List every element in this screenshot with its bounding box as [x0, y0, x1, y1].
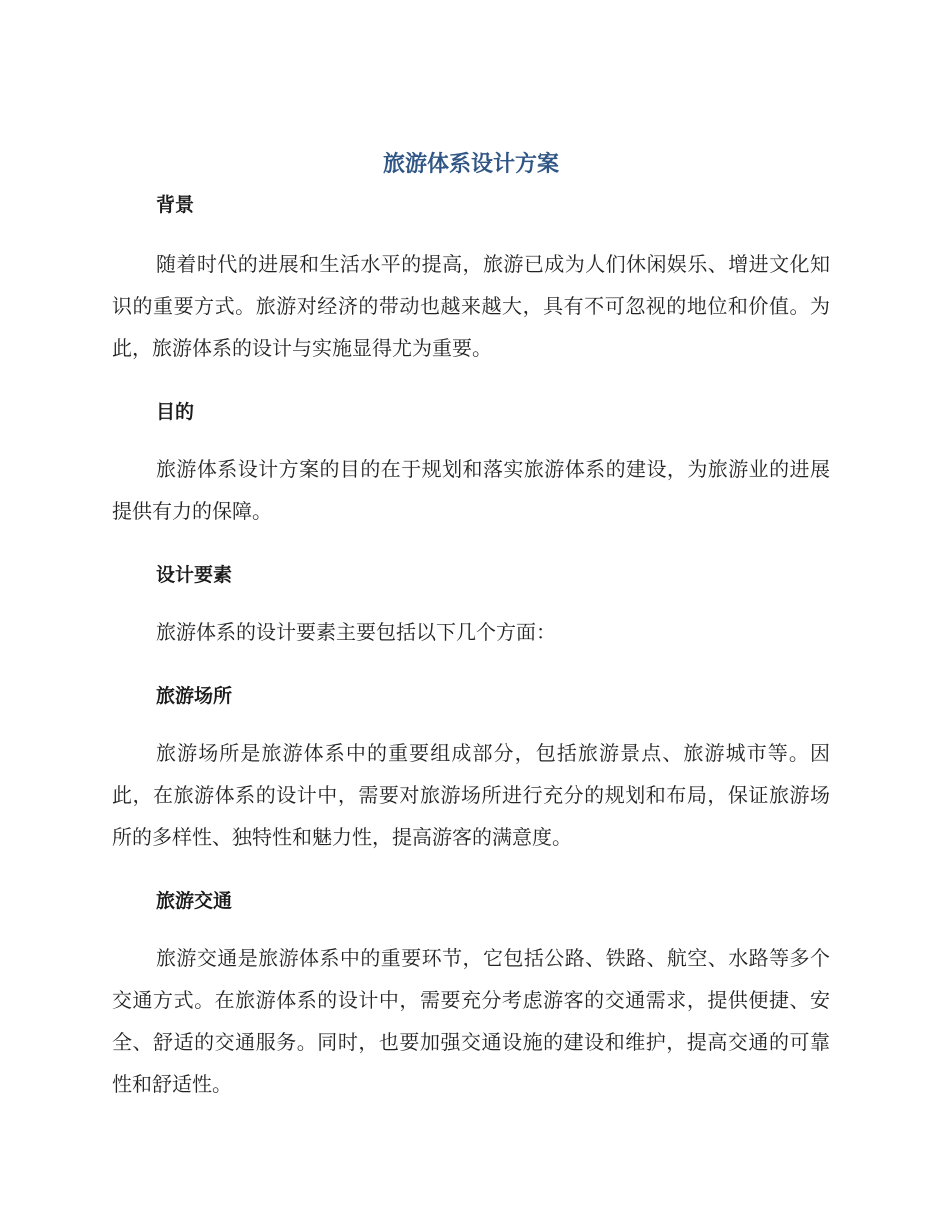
section-heading: 旅游场所 [156, 685, 233, 707]
document-body [112, 140, 830, 1105]
section-purpose [112, 397, 830, 532]
section-heading: 旅游交通 [156, 890, 233, 912]
section-paragraph: 旅游体系设计方案的目的在于规划和落实旅游体系的建设，为旅游业的进展提供有力的保障。 [112, 457, 830, 523]
section-paragraph: 旅游交通是旅游体系中的重要环节，它包括公路、铁路、航空、水路等多个交通方式。在旅游体系的设计中，需要充分考虑游客的交通需求，提供便捷、安全、舒适的交通服务。同时，也要加强交通设施的建设和维护，提高交通的可靠性和舒适性。 [112, 946, 830, 1096]
section-paragraph: 随着时代的进展和生活水平的提高，旅游已成为人们休闲娱乐、增进文化知识的重要方式。旅游对经济的带动也越来越大，具有不可忽视的地位和价值。为此，旅游体系的设计与实施显得尤为重要。 [112, 252, 830, 360]
section-tourist-transport [112, 886, 830, 1105]
section-heading: 设计要素 [156, 564, 233, 586]
section-design-elements [112, 560, 830, 653]
document-title: 旅游体系设计方案 [382, 152, 559, 177]
section-paragraph: 旅游体系的设计要素主要包括以下几个方面： [156, 620, 556, 644]
section-background [112, 190, 830, 369]
section-paragraph: 旅游场所是旅游体系中的重要组成部分，包括旅游景点、旅游城市等。因此，在旅游体系的设计中，需要对旅游场所进行充分的规划和布局，保证旅游场所的多样性、独特性和魅力性，提高游客的满意度。 [112, 741, 830, 849]
section-heading: 背景 [156, 194, 195, 216]
section-heading: 目的 [156, 401, 195, 423]
section-tourist-sites [112, 681, 830, 858]
